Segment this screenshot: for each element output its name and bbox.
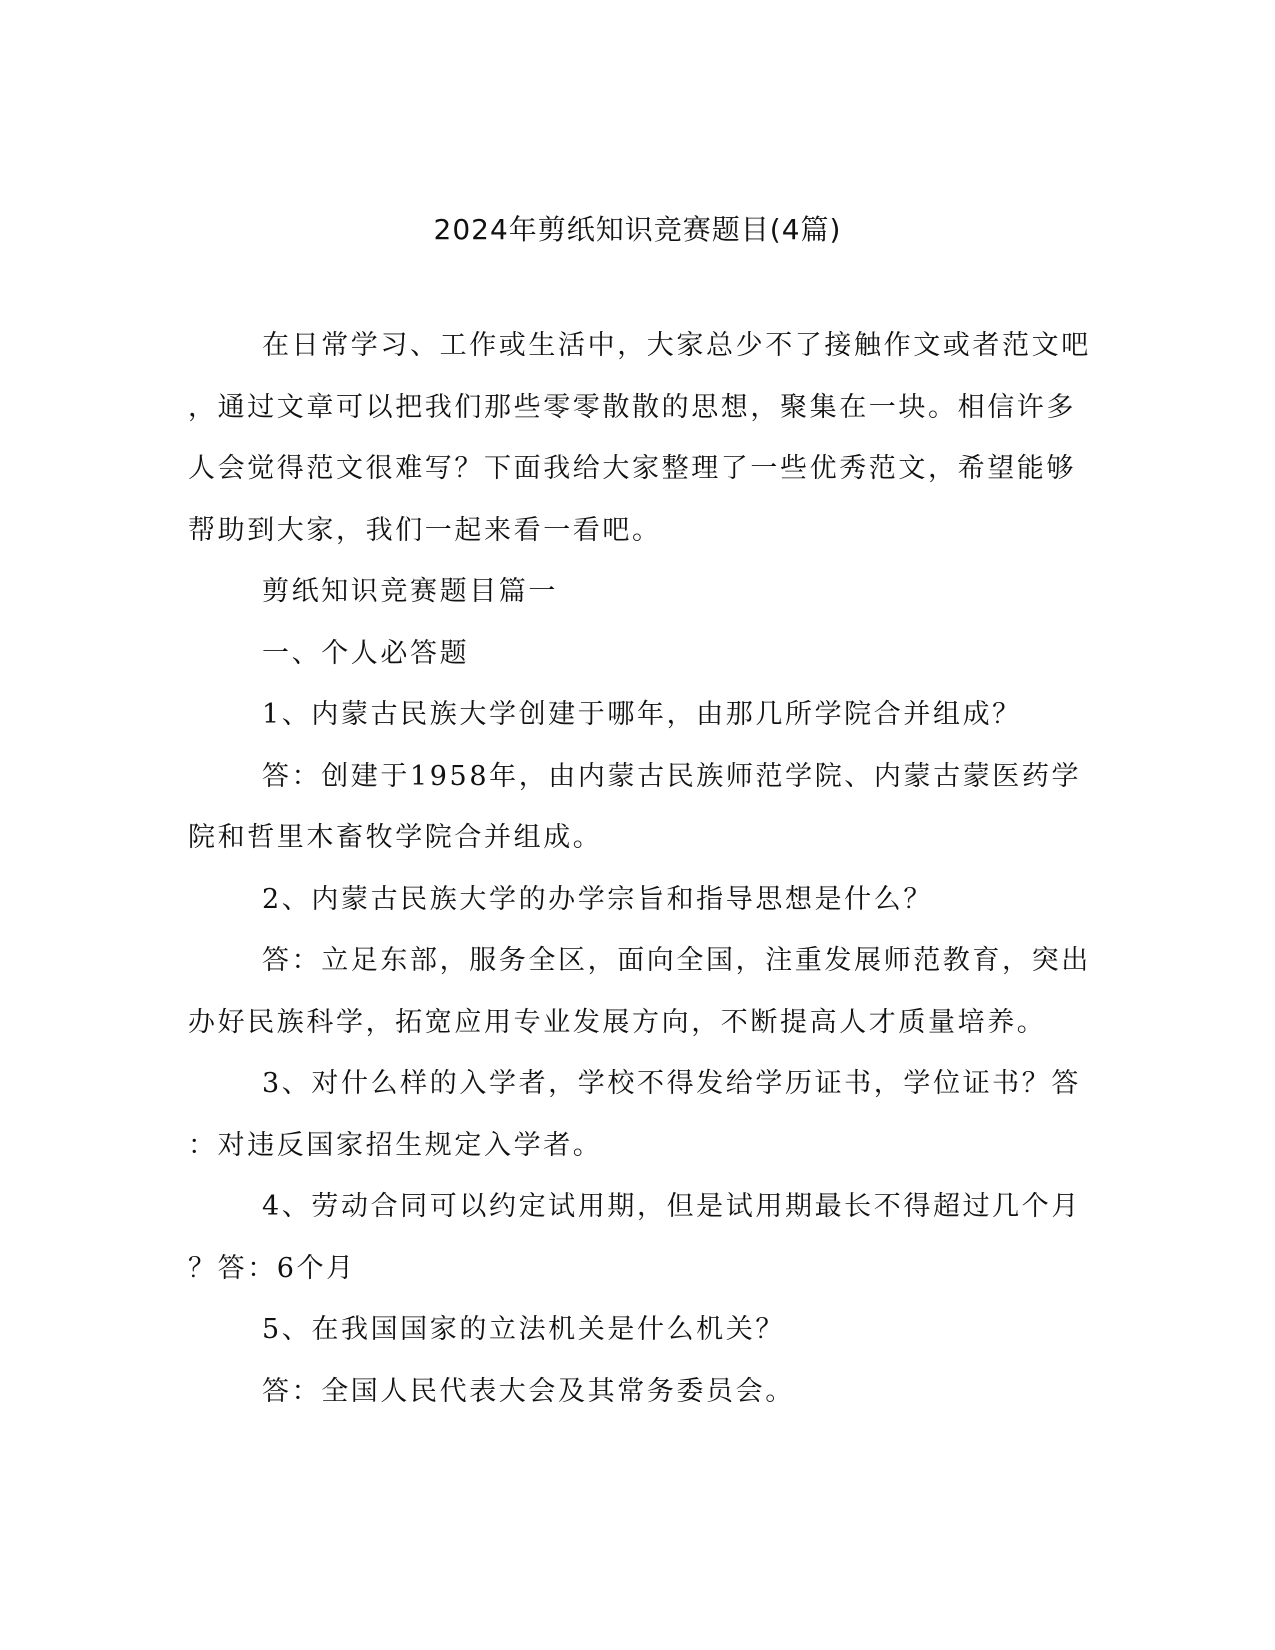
- question-line: 5、在我国国家的立法机关是什么机关？: [262, 1314, 785, 1345]
- answer-line: 办好民族科学，拓宽应用专业发展方向，不断提高人才质量培养。: [188, 1006, 1047, 1038]
- answer-line: ？答：6个月: [188, 1252, 356, 1284]
- question-line: 1、内蒙古民族大学创建于哪年，由那几所学院合并组成？: [262, 699, 1022, 730]
- paragraph-line: ，通过文章可以把我们那些零零散散的思想，聚集在一块。相信许多: [188, 391, 1076, 423]
- paragraph-line: 在日常学习、工作或生活中，大家总少不了接触作文或者范文吧: [262, 330, 1091, 361]
- answer-line: 答：创建于1958年，由内蒙古民族师范学院、内蒙古蒙医药学: [262, 760, 1082, 792]
- question-line: 3、对什么样的入学者，学校不得发给学历证书，学位证书？答: [262, 1068, 1081, 1099]
- paragraph-line: 帮助到大家，我们一起来看一看吧。: [188, 514, 662, 546]
- question-line: 2、内蒙古民族大学的办学宗旨和指导思想是什么？: [262, 883, 933, 915]
- answer-line: 答：全国人民代表大会及其常务委员会。: [262, 1375, 795, 1407]
- document-title: 2024年剪纸知识竞赛题目(4篇): [433, 213, 842, 246]
- question-line: 4、劳动合同可以约定试用期，但是试用期最长不得超过几个月: [262, 1191, 1081, 1222]
- subsection-heading: 一、个人必答题: [262, 637, 470, 669]
- document-body: [188, 326, 1091, 1433]
- answer-line: 院和哲里木畜牧学院合并组成。: [188, 822, 603, 853]
- answer-line: ：对违反国家招生规定入学者。: [188, 1129, 603, 1161]
- answer-line: 答：立足东部，服务全区，面向全国，注重发展师范教育，突出: [262, 945, 1091, 976]
- paragraph-line: 人会觉得范文很难写？下面我给大家整理了一些优秀范文，希望能够: [188, 453, 1076, 484]
- section-heading: 剪纸知识竞赛题目篇一: [262, 576, 558, 607]
